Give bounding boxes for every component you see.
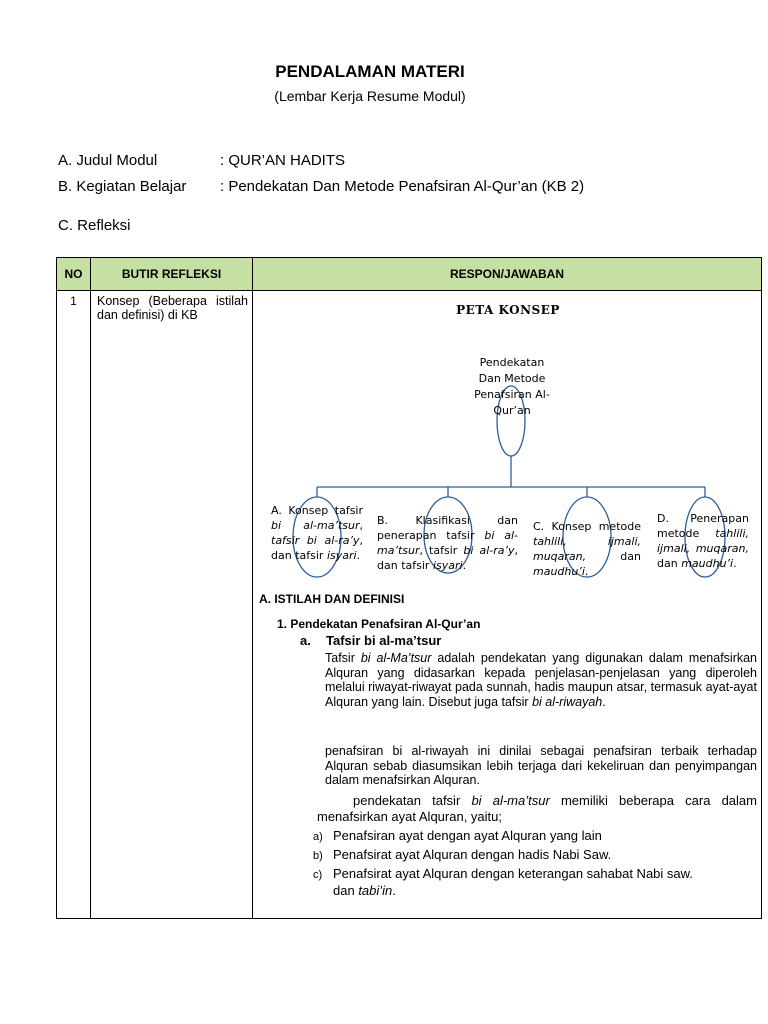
node-b-text: , dan tafsir — [377, 544, 518, 572]
paragraph-definition — [325, 651, 757, 709]
paragraph-text: pendekatan tafsir — [353, 793, 472, 808]
refleksi-table — [56, 257, 762, 919]
node-b-text: , tafsir — [419, 544, 464, 557]
meta-judul-key: A. Judul Modul — [58, 152, 158, 169]
list-item-label: a) — [313, 831, 323, 843]
sub-subsection-heading — [300, 633, 441, 648]
paragraph-methods — [317, 793, 757, 825]
concept-node-d — [657, 511, 749, 571]
paragraph-assessment: penafsiran bi al-riwayah ini dinilai sebagai penafsiran terbaik terhadap Alquran sebab diasumsikan lebih terjaga dari kekeliruan dan penyimpangan dalam menafsirkan Alquran. — [325, 744, 757, 787]
concept-root — [457, 355, 567, 419]
meta-judul — [58, 152, 345, 169]
paragraph-text: adalah pendekatan yang digunakan dalam menafsirkan Alquran yang didasarkan kepada penjelasan-penjelasan yang diperoleh melalui riwayat-riwayat pada sunnah, hadis maupun atsar, termasuk ayat-ayat Alquran yang lain. Disebut juga tafsir — [325, 651, 758, 709]
node-a-text: . — [356, 549, 361, 562]
page-subtitle: (Lembar Kerja Resume Modul) — [274, 88, 466, 104]
list-item-text: Penafsiran ayat dengan ayat Alquran yang lain — [333, 828, 602, 843]
list-item — [313, 847, 611, 864]
paragraph-italic: bi al-Ma’tsur — [360, 651, 432, 665]
page-title: PENDALAMAN MATERI — [275, 62, 465, 81]
node-d-text: D. Penerapan metode — [657, 512, 749, 540]
node-d-text: dan — [657, 557, 682, 570]
paragraph-italic: bi al-ma’tsur — [471, 793, 550, 808]
list-item-italic: tabi’in — [358, 883, 393, 898]
meta-judul-value: : QUR’AN HADITS — [220, 152, 346, 169]
node-b-text: . — [462, 559, 467, 572]
concept-map-title: PETA KONSEP — [456, 303, 560, 317]
node-d-italic: maudhu’i — [681, 557, 734, 570]
meta-kegiatan-value: : Pendekatan Dan Metode Penafsiran Al-Qur’an (KB 2) — [220, 178, 585, 195]
section-heading: A. ISTILAH DAN DEFINISI — [259, 592, 405, 606]
cell-butir — [91, 291, 253, 919]
node-d-text: . — [733, 557, 737, 570]
list-item-label: c) — [313, 869, 323, 881]
subsection-heading: 1. Pendekatan Penafsiran Al-Qur’an — [277, 617, 481, 631]
butir-text: Konsep (Beberapa istilah dan definisi) di KB — [97, 294, 248, 322]
meta-kegiatan — [58, 178, 584, 195]
concept-node-a — [271, 503, 363, 563]
header-no: NO — [57, 258, 91, 291]
list-item-text: dan — [333, 883, 359, 898]
node-c-text: C. Konsep metode — [533, 520, 641, 533]
concept-node-b — [377, 513, 518, 573]
node-c-text: . — [584, 565, 589, 578]
concept-root-line: Dan Metode — [478, 372, 546, 385]
meta-refleksi: C. Refleksi — [58, 217, 131, 234]
node-b-text: B. Klasifikasi dan penerapan tafsir — [377, 514, 518, 542]
meta-kegiatan-key: B. Kegiatan Belajar — [58, 178, 187, 195]
node-c-italic: maudhu’i — [533, 565, 585, 578]
list-item-text: Penafsirat ayat Alquran dengan keterangan sahabat Nabi saw. — [333, 866, 693, 881]
list-item-text: Penafsirat ayat Alquran dengan hadis Nabi Saw. — [333, 847, 612, 862]
paragraph-text: memiliki beberapa cara dalam menafsirkan ayat Alquran, yaitu; — [317, 793, 757, 824]
concept-root-line: Qur’an — [493, 404, 531, 417]
cell-no — [57, 291, 91, 919]
node-a-text: , dan tafsir — [271, 534, 363, 562]
list-item-text: . — [392, 883, 396, 898]
node-b-italic: bi al-ma’tsur — [377, 529, 518, 557]
sub-subsection-label: a. — [300, 633, 311, 648]
table-header-row — [57, 258, 762, 291]
node-a-text: , — [359, 519, 363, 532]
concept-node-c — [533, 519, 641, 579]
list-item-label: b) — [313, 850, 323, 862]
concept-root-line: Penafsiran Al- — [474, 388, 550, 401]
node-a-italic: tafsir bi al-ra’y — [271, 534, 360, 547]
node-a-italic: bi al-ma’tsur — [271, 519, 360, 532]
paragraph-italic: bi al-riwayah — [532, 694, 603, 709]
node-b-italic: isyari — [432, 559, 463, 572]
row-number: 1 — [70, 294, 77, 308]
cell-respon — [253, 291, 762, 919]
header-butir: BUTIR REFLEKSI — [91, 258, 253, 291]
node-c-text: dan — [586, 550, 641, 563]
concept-root-line: Pendekatan — [479, 356, 545, 369]
node-c-italic: tahlili, ijmali, muqaran, — [533, 535, 641, 563]
list-item-continuation — [313, 883, 759, 899]
paragraph-text: . — [602, 694, 606, 709]
node-a-text: A. Konsep tafsir — [271, 504, 363, 517]
list-item — [313, 828, 602, 845]
sub-subsection-title: Tafsir bi al-ma’tsur — [326, 633, 442, 648]
paragraph-text: Tafsir — [325, 651, 361, 665]
list-item — [313, 866, 759, 899]
node-b-italic: bi al-ra’y — [463, 544, 515, 557]
node-a-italic: isyari — [326, 549, 357, 562]
table-row — [57, 291, 762, 919]
header-respon: RESPON/JAWABAN — [253, 258, 762, 291]
node-d-italic: tahlili, ijmali, muqaran, — [657, 527, 749, 555]
